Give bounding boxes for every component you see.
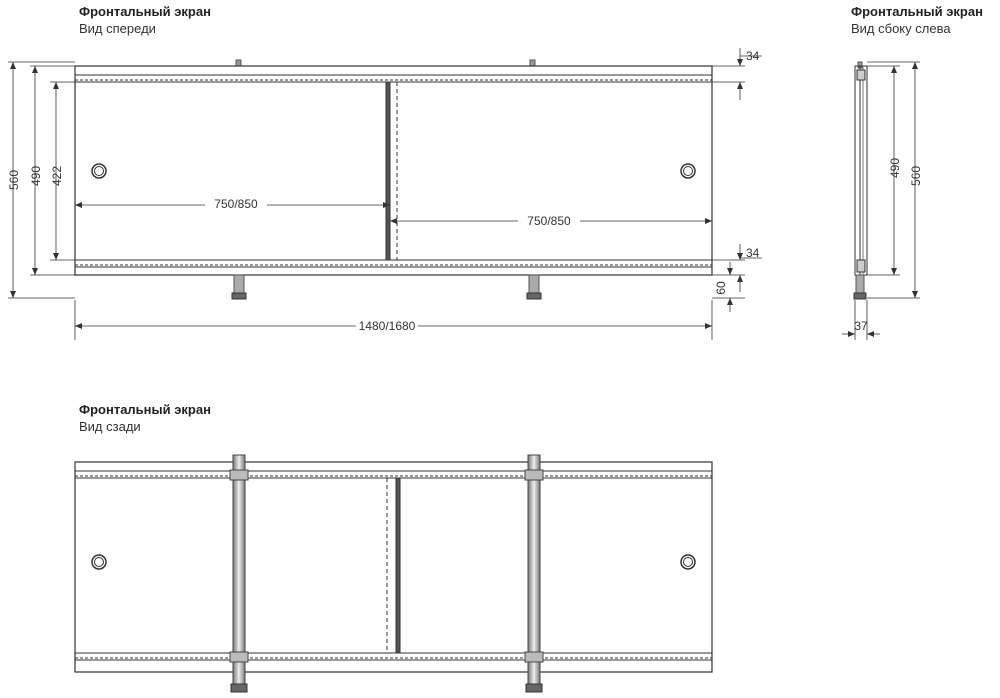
front-view-title: Фронтальный экран bbox=[79, 4, 211, 19]
leg-left bbox=[234, 275, 244, 293]
back-frame bbox=[75, 462, 712, 672]
back-view bbox=[75, 455, 712, 692]
dim-total-width: 1480/1680 bbox=[358, 319, 416, 333]
dim-side-depth: 37 bbox=[854, 319, 868, 333]
dim-frame-height: 490 bbox=[29, 165, 43, 187]
front-divider bbox=[386, 82, 390, 260]
front-view bbox=[75, 60, 712, 299]
side-frame bbox=[855, 66, 867, 275]
dim-side-total-height: 560 bbox=[909, 165, 923, 187]
dim-right-panel-width: 750/850 bbox=[527, 214, 571, 228]
dim-top-rail: 34 bbox=[746, 49, 760, 63]
back-view-title: Фронтальный экран bbox=[79, 402, 211, 417]
side-view bbox=[842, 62, 920, 340]
leg-right bbox=[529, 275, 539, 293]
back-divider bbox=[396, 478, 400, 653]
back-view-subtitle: Вид сзади bbox=[79, 419, 141, 434]
front-frame bbox=[75, 66, 712, 275]
support-bar-left bbox=[233, 455, 245, 685]
dim-total-height: 560 bbox=[7, 169, 21, 191]
dim-panel-height: 422 bbox=[50, 165, 64, 187]
dim-bottom-rail: 34 bbox=[746, 246, 760, 260]
side-view-title: Фронтальный экран bbox=[851, 4, 983, 19]
dim-leg: 60 bbox=[714, 281, 728, 295]
front-view-subtitle: Вид спереди bbox=[79, 21, 156, 36]
support-bar-right bbox=[528, 455, 540, 685]
side-view-subtitle: Вид сбоку слева bbox=[851, 21, 951, 36]
dim-side-frame-height: 490 bbox=[888, 157, 902, 179]
dim-left-panel-width: 750/850 bbox=[214, 197, 258, 211]
